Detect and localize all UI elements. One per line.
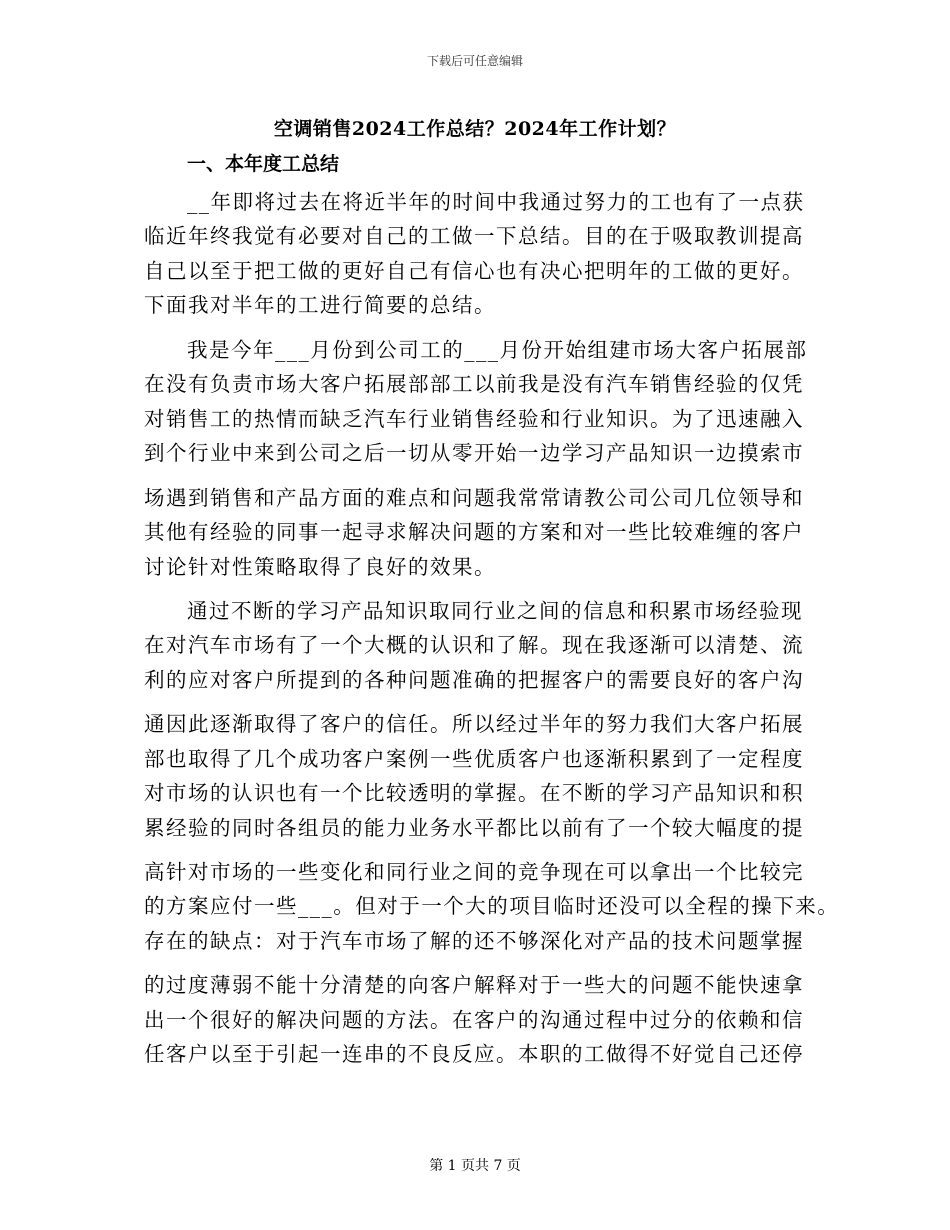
- paragraph-line: 通过不断的学习产品知识取同行业之间的信息和积累市场经验现: [187, 599, 803, 623]
- paragraph-line: 到个行业中来到公司之后一切从零开始一边学习产品知识一边摸索市: [144, 441, 804, 465]
- paragraph-line: 对市场的认识也有一个比较透明的掌握。在不断的学习产品知识和积: [144, 781, 804, 805]
- paragraph-line: 下面我对半年的工进行简要的总结。: [144, 293, 496, 317]
- paragraph-line: 对销售工的热情而缺乏汽车行业销售经验和行业知识。为了迅速融入: [144, 407, 804, 431]
- page-footer: 第 1 页共 7 页: [429, 1158, 521, 1174]
- paragraph-line: 部也取得了几个成功客户案例一些优质客户也逐渐积累到了一定程度: [144, 747, 804, 771]
- paragraph-line: 场遇到销售和产品方面的难点和问题我常常请教公司公司几位领导和: [144, 486, 804, 510]
- section-heading: 一、本年度工总结: [187, 153, 340, 175]
- paragraph-line: 讨论针对性策略取得了良好的效果。: [144, 555, 496, 579]
- paragraph-line: 其他有经验的同事一起寻求解决问题的方案和对一些比较难缠的客户: [144, 520, 804, 544]
- paragraph-line: __年即将过去在将近半年的时间中我通过努力的工也有了一点获: [187, 190, 805, 214]
- paragraph-line: 存在的缺点：对于汽车市场了解的还不够深化对产品的技术问题掌握: [144, 929, 804, 953]
- paragraph-line: 自己以至于把工做的更好自己有信心也有决心把明年的工做的更好。: [144, 259, 804, 283]
- paragraph-line: 我是今年___月份到公司工的___月份开始组建市场大客户拓展部: [187, 338, 808, 362]
- paragraph-line: 出一个很好的解决问题的方法。在客户的沟通过程中过分的依赖和信: [144, 1008, 804, 1032]
- paragraph-line: 的过度薄弱不能十分清楚的向客户解释对于一些大的问题不能快速拿: [144, 973, 804, 997]
- paragraph-line: 任客户以至于引起一连串的不良反应。本职的工做得不好觉自己还停: [144, 1042, 804, 1066]
- document-title: 空调销售2024工作总结？2024年工作计划？: [273, 118, 677, 140]
- paragraph-line: 累经验的同时各组员的能力业务水平都比以前有了一个较大幅度的提: [144, 816, 804, 840]
- paragraph-line: 在没有负责市场大客户拓展部部工以前我是没有汽车销售经验的仅凭: [144, 372, 804, 396]
- paragraph-line: 的方案应付一些___。但对于一个大的项目临时还没可以全程的操下来。: [144, 894, 840, 918]
- header-note: 下载后可任意编辑: [426, 54, 523, 68]
- paragraph-line: 利的应对客户所提到的各种问题准确的把握客户的需要良好的客户沟: [144, 668, 804, 692]
- paragraph-line: 在对汽车市场有了一个大概的认识和了解。现在我逐渐可以清楚、流: [144, 633, 804, 657]
- paragraph-line: 高针对市场的一些变化和同行业之间的竞争现在可以拿出一个比较完: [144, 860, 804, 884]
- paragraph-line: 通因此逐渐取得了客户的信任。所以经过半年的努力我们大客户拓展: [144, 712, 804, 736]
- paragraph-line: 临近年终我觉有必要对自己的工做一下总结。目的在于吸取教训提高: [144, 224, 804, 248]
